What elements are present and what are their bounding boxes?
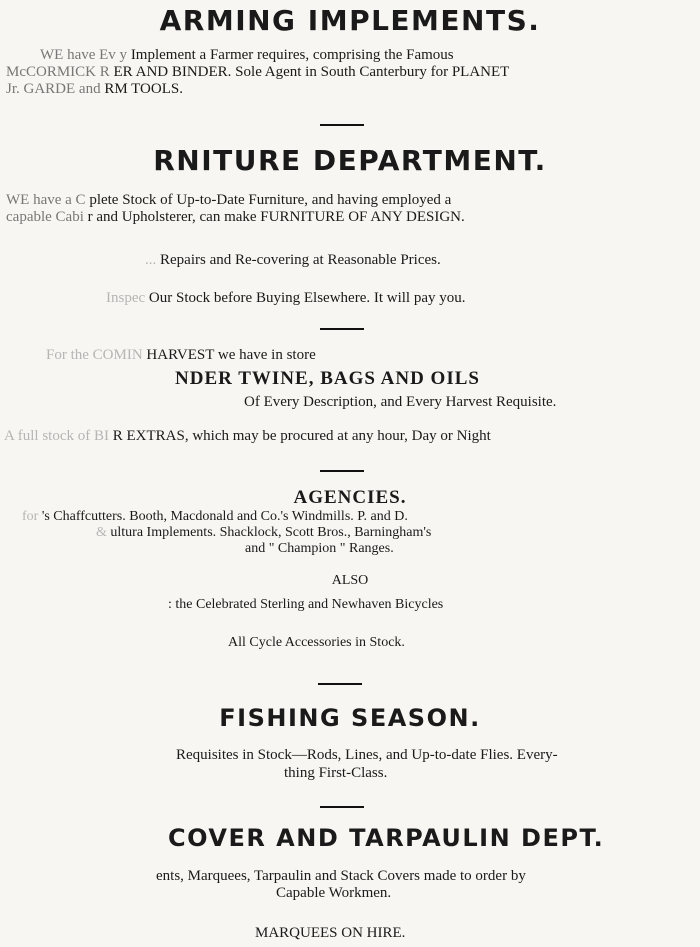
- agencies-line-4: [168, 596, 443, 613]
- cover-line-2: [276, 885, 391, 902]
- cover-line-3-text: MARQUEES ON HIRE.: [255, 925, 406, 941]
- cover-line-1: [156, 868, 526, 885]
- farming-line-3: [6, 81, 183, 98]
- furniture-line-2-text: r and Upholsterer, can make FURNITURE OF ANY DESIGN.: [87, 209, 465, 225]
- furniture-line-1: [6, 192, 451, 209]
- fishing-season-heading: [0, 704, 700, 732]
- harvest-line-1-text: HARVEST we have in store: [146, 347, 316, 363]
- divider-rule: [320, 806, 364, 808]
- furniture-line-3-faded: ...: [145, 252, 157, 268]
- farming-line-2: [6, 64, 509, 81]
- divider-rule: [320, 124, 364, 126]
- agencies-line-2: [96, 524, 431, 541]
- harvest-line-2-text: Of Every Description, and Every Harvest Requisite.: [244, 394, 557, 410]
- furniture-line-1-faded: WE have a C: [6, 192, 86, 208]
- fishing-line-2-text: thing First-Class.: [284, 765, 388, 781]
- furniture-line-4-text: Our Stock before Buying Elsewhere. It will pay you.: [148, 290, 466, 306]
- agencies-line-1-faded: for: [22, 509, 39, 524]
- furniture-line-2-faded: capable Cabi: [6, 209, 84, 225]
- agencies-line-5: [228, 634, 405, 651]
- farming-line-1-faded: WE have Ev y: [40, 47, 128, 63]
- harvest-line-3-text: R EXTRAS, which may be procured at any hour, Day or Night: [112, 428, 491, 444]
- agencies-line-2-faded: &: [96, 525, 107, 540]
- binder-twine-heading-text: NDER TWINE, BAGS AND OILS: [175, 368, 480, 389]
- farming-line-2-text: ER AND BINDER. Sole Agent in South Canterbury for PLANET: [113, 64, 510, 80]
- furniture-heading-text: RNITURE DEPARTMENT.: [153, 144, 547, 177]
- fishing-line-1: [176, 747, 558, 764]
- furniture-department-heading: [0, 144, 700, 177]
- agencies-line-1: [22, 508, 408, 525]
- agencies-line-4-text: : the Celebrated Sterling and Newhaven Bicycles: [168, 597, 444, 612]
- harvest-line-2: [244, 394, 556, 411]
- farming-line-3-text: RM TOOLS.: [104, 81, 183, 97]
- cover-tarpaulin-heading: [168, 824, 604, 852]
- agencies-line-3-text: and " Champion " Ranges.: [245, 541, 394, 556]
- furniture-line-1-text: plete Stock of Up-to-Date Furniture, and having employed a: [89, 192, 452, 208]
- farming-line-3-faded: Jr. GARDE and: [6, 81, 101, 97]
- farming-heading-text: ARMING IMPLEMENTS.: [159, 4, 541, 37]
- furniture-line-4-faded: Inspec: [106, 290, 146, 306]
- agencies-line-2-text: ultura Implements. Shacklock, Scott Bros., Barningham's: [110, 525, 432, 540]
- fishing-line-1-text: Requisites in Stock—Rods, Lines, and Up-to-date Flies. Every-: [176, 747, 558, 763]
- farming-implements-heading: [0, 4, 700, 37]
- cover-line-2-text: Capable Workmen.: [276, 885, 392, 901]
- agencies-heading: [0, 487, 700, 509]
- furniture-line-3: [145, 252, 441, 269]
- agencies-also-text: ALSO: [331, 573, 369, 588]
- farming-line-1: [40, 47, 454, 64]
- farming-line-1-text: Implement a Farmer requires, comprising the Famous: [130, 47, 454, 63]
- harvest-line-1: [46, 347, 316, 364]
- agencies-line-5-text: All Cycle Accessories in Stock.: [228, 635, 405, 650]
- agencies-heading-text: AGENCIES.: [293, 487, 407, 508]
- harvest-line-3: [4, 428, 491, 445]
- binder-twine-heading: [175, 368, 480, 390]
- cover-heading-text: COVER AND TARPAULIN DEPT.: [168, 824, 605, 852]
- harvest-line-1-faded: For the COMIN: [46, 347, 143, 363]
- agencies-line-1-text: 's Chaffcutters. Booth, Macdonald and Co.'s Windmills. P. and D.: [41, 509, 408, 524]
- agencies-line-3: [245, 540, 394, 557]
- furniture-line-3-text: Repairs and Re-covering at Reasonable Prices.: [160, 252, 441, 268]
- cover-line-3: [255, 925, 405, 942]
- farming-line-2-faded: McCORMICK R: [6, 64, 110, 80]
- divider-rule: [320, 470, 364, 472]
- harvest-line-3-faded: A full stock of BI: [4, 428, 109, 444]
- fishing-line-2: [284, 765, 387, 782]
- divider-rule: [318, 683, 362, 685]
- furniture-line-4: [106, 290, 466, 307]
- agencies-also: [0, 572, 700, 589]
- furniture-line-2: [6, 209, 465, 226]
- fishing-heading-text: FISHING SEASON.: [219, 704, 481, 732]
- divider-rule: [320, 328, 364, 330]
- cover-line-1-text: ents, Marquees, Tarpaulin and Stack Covers made to order by: [156, 868, 526, 884]
